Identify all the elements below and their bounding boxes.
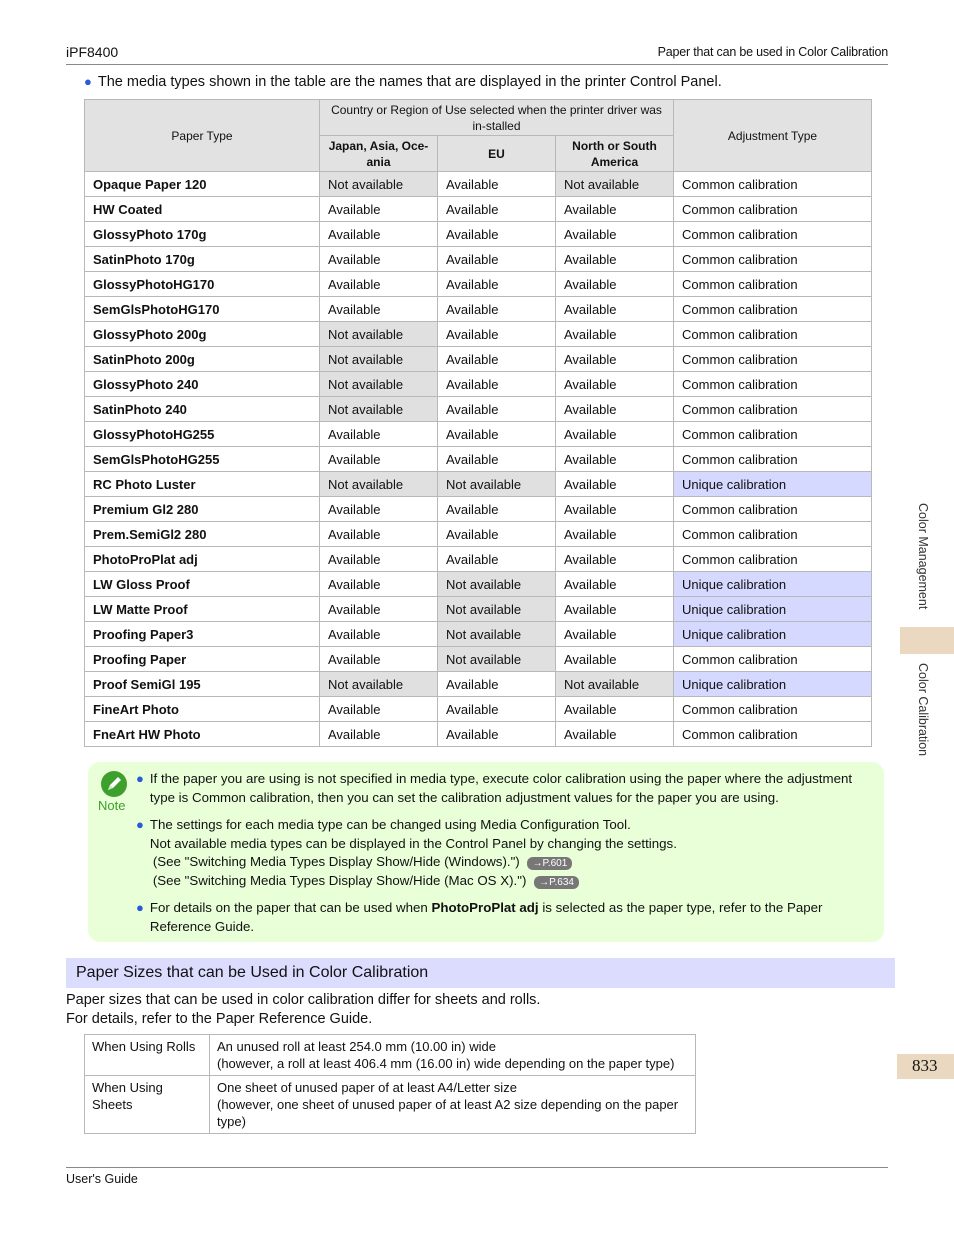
paper-type-cell: RC Photo Luster [85, 472, 320, 497]
eu-cell: Available [438, 672, 556, 697]
table-row [85, 397, 872, 422]
eu-cell: Not available [438, 647, 556, 672]
north-south-america-cell: Available [556, 547, 674, 572]
japan-asia-oceania-cell: Available [320, 447, 438, 472]
table-row [85, 697, 872, 722]
north-south-america-cell: Available [556, 347, 674, 372]
japan-asia-oceania-cell: Available [320, 547, 438, 572]
bullet-icon: ● [136, 771, 144, 786]
north-south-america-cell: Available [556, 722, 674, 747]
table-row [85, 172, 872, 197]
table-row [85, 572, 872, 597]
eu-cell: Available [438, 347, 556, 372]
north-south-america-cell: Available [556, 522, 674, 547]
section-body: Paper sizes that can be used in color calibration differ for sheets and rolls. For details, refer to the Paper Reference Guide. [66, 992, 541, 1027]
japan-asia-oceania-cell: Not available [320, 172, 438, 197]
japan-asia-oceania-cell: Not available [320, 472, 438, 497]
paper-type-cell: HW Coated [85, 197, 320, 222]
eu-cell: Not available [438, 572, 556, 597]
eu-cell: Available [438, 447, 556, 472]
eu-cell: Available [438, 497, 556, 522]
north-south-america-cell: Available [556, 297, 674, 322]
adjustment-type-cell: Common calibration [674, 497, 872, 522]
paper-type-cell: PhotoProPlat adj [85, 547, 320, 572]
side-tab-color-calibration[interactable]: Color Calibration [916, 663, 930, 757]
north-south-america-cell: Available [556, 372, 674, 397]
table-row [85, 272, 872, 297]
col-eu: EU [438, 136, 556, 172]
size-label: When Using Rolls [85, 1035, 210, 1076]
paper-type-cell: LW Gloss Proof [85, 572, 320, 597]
eu-cell: Available [438, 272, 556, 297]
north-south-america-cell: Available [556, 397, 674, 422]
note-item: ● If the paper you are using is not specified in media type, execute color calibration using the paper where the adjustment type is Common calibration, then you can set the calibration adjustment values for the paper you are using. [136, 770, 876, 807]
adjustment-type-cell: Common calibration [674, 347, 872, 372]
table-row [85, 422, 872, 447]
table-row [85, 647, 872, 672]
eu-cell: Available [438, 322, 556, 347]
japan-asia-oceania-cell: Available [320, 297, 438, 322]
note-item: ● The settings for each media type can be changed using Media Configuration Tool. Not available media types can be displayed in the Control Panel by changing the settings. (See "Switching Media Types Display Show/Hide (Windows).") →P.601 (See "Switching Media Types Display Show/Hide (Mac OS X).") →P.634 [136, 816, 876, 890]
eu-cell: Available [438, 372, 556, 397]
col-japan-asia-oceania: Japan, Asia, Oce-ania [320, 136, 438, 172]
table-row [85, 247, 872, 272]
adjustment-type-cell: Common calibration [674, 397, 872, 422]
paper-type-cell: Proof SemiGl 195 [85, 672, 320, 697]
eu-cell: Available [438, 197, 556, 222]
paper-type-cell: FineArt Photo [85, 697, 320, 722]
north-south-america-cell: Available [556, 272, 674, 297]
adjustment-type-cell: Common calibration [674, 697, 872, 722]
north-south-america-cell: Available [556, 647, 674, 672]
adjustment-type-cell: Unique calibration [674, 572, 872, 597]
table-row [85, 197, 872, 222]
col-adjustment-type: Adjustment Type [674, 100, 872, 172]
japan-asia-oceania-cell: Available [320, 522, 438, 547]
note-label: Note [98, 798, 126, 813]
col-north-south-america: North or South America [556, 136, 674, 172]
japan-asia-oceania-cell: Not available [320, 372, 438, 397]
adjustment-type-cell: Unique calibration [674, 597, 872, 622]
paper-type-cell: Opaque Paper 120 [85, 172, 320, 197]
japan-asia-oceania-cell: Available [320, 647, 438, 672]
north-south-america-cell: Available [556, 322, 674, 347]
north-south-america-cell: Available [556, 697, 674, 722]
eu-cell: Available [438, 247, 556, 272]
note-pencil-icon [100, 770, 128, 798]
japan-asia-oceania-cell: Available [320, 197, 438, 222]
japan-asia-oceania-cell: Available [320, 272, 438, 297]
paper-type-cell: LW Matte Proof [85, 597, 320, 622]
reference-macos: (See "Switching Media Types Display Show/Hide (Mac OS X).") [152, 872, 527, 888]
bullet-icon: ● [136, 817, 144, 832]
eu-cell: Available [438, 522, 556, 547]
north-south-america-cell: Available [556, 222, 674, 247]
eu-cell: Available [438, 172, 556, 197]
north-south-america-cell: Available [556, 622, 674, 647]
table-row [85, 472, 872, 497]
japan-asia-oceania-cell: Not available [320, 672, 438, 697]
table-row [85, 222, 872, 247]
footer-divider [66, 1167, 888, 1168]
paper-type-cell: GlossyPhotoHG255 [85, 422, 320, 447]
north-south-america-cell: Available [556, 447, 674, 472]
table-row [85, 1076, 696, 1134]
table-row [85, 297, 872, 322]
note-list [136, 770, 876, 945]
paper-type-cell: GlossyPhoto 200g [85, 322, 320, 347]
north-south-america-cell: Not available [556, 172, 674, 197]
adjustment-type-cell: Unique calibration [674, 472, 872, 497]
intro-text: ● The media types shown in the table are the names that are displayed in the printer Control Panel. [84, 74, 722, 90]
page-number: 833 [912, 1056, 938, 1075]
table-row [85, 622, 872, 647]
eu-cell: Available [438, 547, 556, 572]
paper-type-cell: GlossyPhoto 240 [85, 372, 320, 397]
header-divider [66, 64, 888, 65]
japan-asia-oceania-cell: Available [320, 722, 438, 747]
north-south-america-cell: Available [556, 497, 674, 522]
adjustment-type-cell: Common calibration [674, 297, 872, 322]
col-region-group: Country or Region of Use selected when the printer driver was in-stalled [320, 100, 674, 136]
japan-asia-oceania-cell: Not available [320, 322, 438, 347]
north-south-america-cell: Not available [556, 672, 674, 697]
section-title: Paper Sizes that can be Used in Color Calibration [76, 964, 429, 981]
reference-windows: (See "Switching Media Types Display Show/Hide (Windows).") [152, 854, 520, 869]
japan-asia-oceania-cell: Available [320, 497, 438, 522]
page-link-601[interactable]: →P.601 [527, 857, 572, 870]
bullet-icon: ● [136, 900, 144, 915]
eu-cell: Not available [438, 472, 556, 497]
paper-type-cell: SemGlsPhotoHG255 [85, 447, 320, 472]
adjustment-type-cell: Common calibration [674, 222, 872, 247]
table-row [85, 322, 872, 347]
adjustment-type-cell: Common calibration [674, 447, 872, 472]
japan-asia-oceania-cell: Not available [320, 347, 438, 372]
col-paper-type: Paper Type [85, 100, 320, 172]
table-row [85, 672, 872, 697]
japan-asia-oceania-cell: Available [320, 697, 438, 722]
table-row [85, 372, 872, 397]
paper-type-cell: SemGlsPhotoHG170 [85, 297, 320, 322]
table-row [85, 447, 872, 472]
table-row [85, 597, 872, 622]
paper-type-cell: Prem.SemiGl2 280 [85, 522, 320, 547]
adjustment-type-cell: Common calibration [674, 197, 872, 222]
eu-cell: Available [438, 397, 556, 422]
size-value: One sheet of unused paper of at least A4/Letter size (however, one sheet of unused paper of at least A2 size depending on the paper type) [210, 1076, 696, 1134]
table-row [85, 547, 872, 572]
paper-type-cell: Proofing Paper3 [85, 622, 320, 647]
note-item: ● For details on the paper that can be used when PhotoProPlat adj is selected as the paper type, refer to the Paper Reference Guide. [136, 899, 876, 936]
footer-title: User's Guide [66, 1172, 138, 1186]
adjustment-type-cell: Common calibration [674, 422, 872, 447]
north-south-america-cell: Available [556, 597, 674, 622]
media-type-table [84, 99, 872, 747]
japan-asia-oceania-cell: Available [320, 247, 438, 272]
adjustment-type-cell: Common calibration [674, 522, 872, 547]
eu-cell: Available [438, 697, 556, 722]
japan-asia-oceania-cell: Available [320, 222, 438, 247]
paper-type-cell: GlossyPhotoHG170 [85, 272, 320, 297]
japan-asia-oceania-cell: Available [320, 622, 438, 647]
adjustment-type-cell: Unique calibration [674, 622, 872, 647]
paper-size-table [84, 1034, 696, 1134]
size-value: An unused roll at least 254.0 mm (10.00 in) wide (however, a roll at least 406.4 mm (16.00 in) wide depending on the paper type) [210, 1035, 696, 1076]
north-south-america-cell: Available [556, 197, 674, 222]
paper-type-cell: Premium Gl2 280 [85, 497, 320, 522]
side-tab-marker [900, 627, 954, 654]
adjustment-type-cell: Common calibration [674, 372, 872, 397]
table-row [85, 1035, 696, 1076]
eu-cell: Available [438, 722, 556, 747]
north-south-america-cell: Available [556, 422, 674, 447]
eu-cell: Available [438, 422, 556, 447]
adjustment-type-cell: Common calibration [674, 322, 872, 347]
size-label: When Using Sheets [85, 1076, 210, 1134]
japan-asia-oceania-cell: Available [320, 572, 438, 597]
japan-asia-oceania-cell: Not available [320, 397, 438, 422]
adjustment-type-cell: Common calibration [674, 247, 872, 272]
adjustment-type-cell: Common calibration [674, 647, 872, 672]
eu-cell: Not available [438, 597, 556, 622]
paper-type-cell: SatinPhoto 240 [85, 397, 320, 422]
bullet-icon: ● [84, 74, 92, 89]
paper-type-cell: GlossyPhoto 170g [85, 222, 320, 247]
eu-cell: Not available [438, 622, 556, 647]
paper-type-cell: SatinPhoto 170g [85, 247, 320, 272]
north-south-america-cell: Available [556, 247, 674, 272]
eu-cell: Available [438, 297, 556, 322]
header-section: Paper that can be used in Color Calibration [657, 45, 888, 59]
paper-type-cell: SatinPhoto 200g [85, 347, 320, 372]
paper-type-cell: FneArt HW Photo [85, 722, 320, 747]
adjustment-type-cell: Unique calibration [674, 672, 872, 697]
adjustment-type-cell: Common calibration [674, 272, 872, 297]
table-row [85, 522, 872, 547]
table-row [85, 722, 872, 747]
adjustment-type-cell: Common calibration [674, 172, 872, 197]
north-south-america-cell: Available [556, 572, 674, 597]
page-link-634[interactable]: →P.634 [534, 876, 579, 889]
table-row [85, 347, 872, 372]
adjustment-type-cell: Common calibration [674, 547, 872, 572]
japan-asia-oceania-cell: Available [320, 422, 438, 447]
paper-type-cell: Proofing Paper [85, 647, 320, 672]
adjustment-type-cell: Common calibration [674, 722, 872, 747]
table-row [85, 497, 872, 522]
north-south-america-cell: Available [556, 472, 674, 497]
header-title: iPF8400 [66, 44, 119, 60]
side-tab-color-management[interactable]: Color Management [916, 503, 930, 610]
eu-cell: Available [438, 222, 556, 247]
japan-asia-oceania-cell: Available [320, 597, 438, 622]
